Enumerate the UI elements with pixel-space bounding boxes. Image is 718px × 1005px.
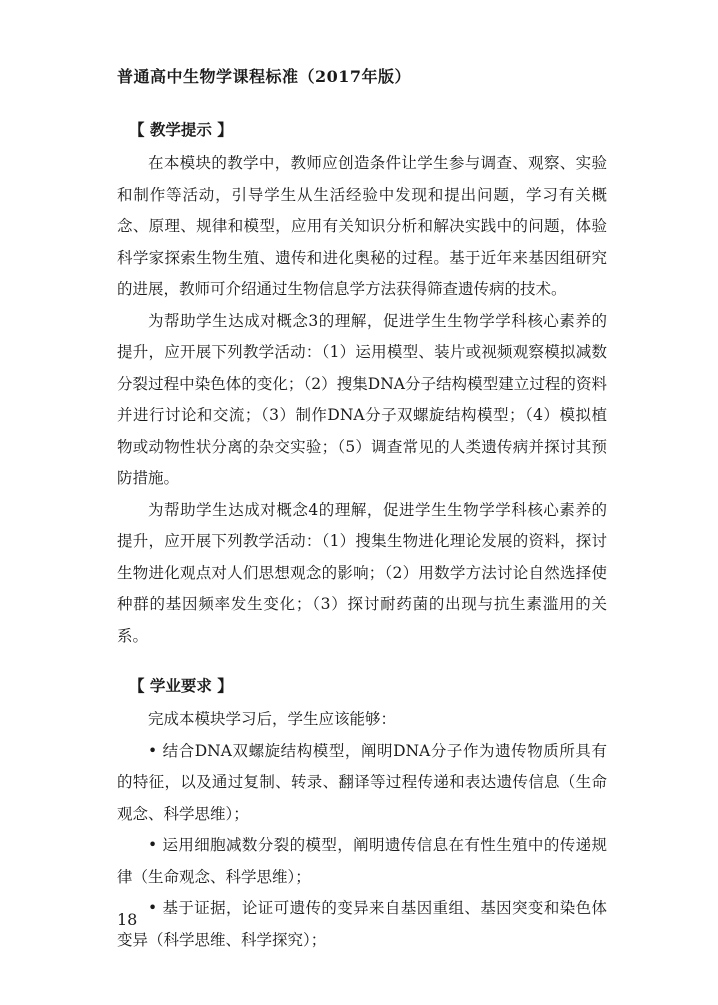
running-header: 普通高中生物学课程标准（2017年版） (117, 67, 412, 86)
teaching-paragraph-2: 为帮助学生达成对概念3的理解，促进学生生物学学科核心素养的提升，应开展下列教学活动：（1）运用模型、装片或视频观察模拟减数分裂过程中染色体的变化；（2）搜集DNA分子结构模型建立过程的资料并进行讨论和交流；（3）制作DNA分子双螺旋结构模型；（4）模拟植物或动物性状分离的杂交实验；（5）调查常见的人类遗传病并探讨其预防措施。 (117, 311, 607, 487)
requirement-item-2: • 运用细胞减数分裂的模型，阐明遗传信息在有性生殖中的传递规律（生命观念、科学思维）； (117, 836, 607, 886)
page-number: 18 (117, 910, 138, 929)
section-title-academic-requirements: 【 学业要求 】 (129, 677, 233, 695)
section-title-teaching-tips: 【 教学提示 】 (129, 121, 233, 139)
requirement-item-1: • 结合DNA双螺旋结构模型，阐明DNA分子作为遗传物质所具有的特征，以及通过复制、转录、翻译等过程传递和表达遗传信息（生命观念、科学思维）； (117, 741, 607, 823)
requirements-intro: 完成本模块学习后，学生应该能够： (148, 710, 397, 728)
teaching-paragraph-3: 为帮助学生达成对概念4的理解，促进学生生物学学科核心素养的提升，应开展下列教学活动：（1）搜集生物进化理论发展的资料，探讨生物进化观点对人们思想观念的影响；（2）用数学方法讨论自然选择使种群的基因频率发生变化；（3）探讨耐药菌的出现与抗生素滥用的关系。 (117, 500, 607, 645)
teaching-paragraph-1: 在本模块的教学中，教师应创造条件让学生参与调查、观察、实验和制作等活动，引导学生从生活经验中发现和提出问题，学习有关概念、原理、规律和模型，应用有关知识分析和解决实践中的问题，体验科学家探索生物生殖、遗传和进化奥秘的过程。基于近年来基因组研究的进展，教师可介绍通过生物信息学方法获得筛查遗传病的技术。 (117, 154, 607, 298)
page-body (117, 108, 607, 956)
requirement-item-3: • 基于证据，论证可遗传的变异来自基因重组、基因突变和染色体变异（科学思维、科学探究）； (117, 899, 607, 949)
